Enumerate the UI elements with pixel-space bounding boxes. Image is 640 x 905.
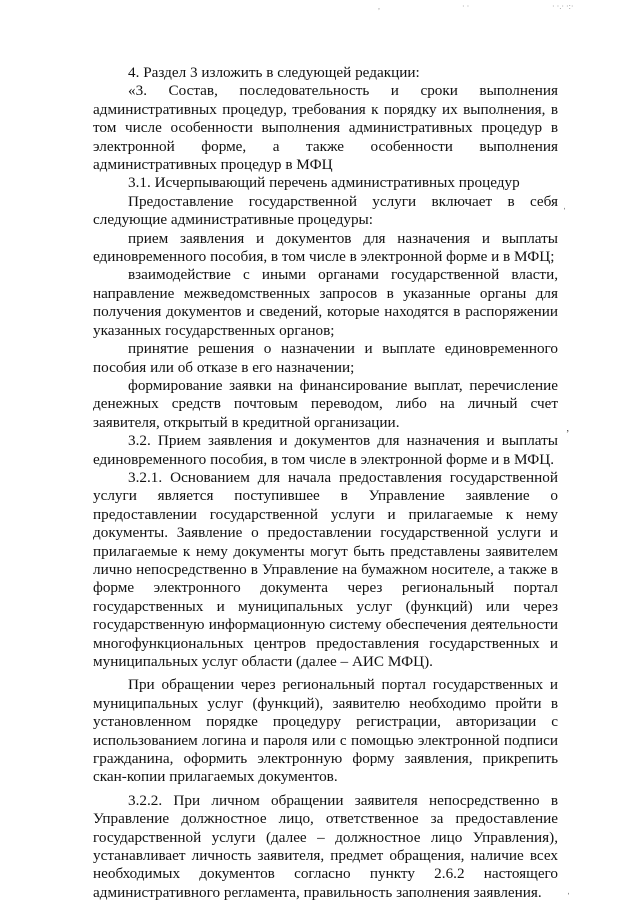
paragraph-portal-application: При обращении через региональный портал государственных и муниципальных услуг (функций), заявителю необходимо пройти в установленном порядке процедуру регистрации, авторизации с использованием логина и пароля или с помощью электронной подписи гражданина, оформить электронную форму заявления, прикрепить скан-копии прилагаемых документов. [93,676,558,786]
paragraph-3-2-1: 3.2.1. Основанием для начала предоставления государственной услуги является поступившее в Управление заявление о предоставлении государственной услуги и прилагаемые к нему документы. Заявление о предоставлении государственной услуги и прилагаемые к нему документы могут быть представлены заявителем лично непосредственно в Управление на бумажном носителе, а также в форме электронного документа через региональный портал государственных и муниципальных услуг (функций) или через государственную информационную систему обеспечения деятельности многофункциональных центров предоставления государственных и муниципальных услуг области (далее – АИС МФЦ). [93,468,558,670]
scan-mark: · · [462,2,470,11]
list-item-procedure-1: прием заявления и документов для назначения и выплаты единовременного пособия, в том числе в электронной форме и в МФЦ; [93,229,558,266]
list-item-procedure-4: формирование заявки на финансирование выплат, перечисление денежных средств почтовым переводом, либо на личный счет заявителя, открытый в кредитной организации. [93,376,558,431]
scan-mark: · ·.· ·:· [552,2,574,11]
section-3-heading: «3. Состав, последовательность и сроки выполнения административных процедур, требования к порядку их выполнения, в том числе особенности выполнения административных процедур в электронной форме, а также особенности выполнения административных процедур в МФЦ [93,82,558,174]
scan-speck: ˌ [563,199,567,210]
paragraph-item-4: 4. Раздел 3 изложить в следующей редакции: [128,64,420,81]
paragraph-procedures-intro: Предоставление государственной услуги включает в себя следующие административные процедуры: [93,192,558,229]
list-item-procedure-3: принятие решения о назначении и выплате единовременного пособия или об отказе в его назначении; [93,340,558,376]
scan-mark: , [378,2,380,11]
subsection-3-2-heading: 3.2. Прием заявления и документов для назначения и выплаты единовременного пособия, в том числе в электронной форме и в МФЦ. [93,432,558,468]
scan-speck: ʼ [566,429,570,440]
scan-header-marks [372,2,640,14]
document-body [93,64,558,902]
scan-speck: ˌ [567,884,571,895]
subsection-3-1-heading: 3.1. Исчерпывающий перечень административных процедур [128,174,520,192]
paragraph-3-2-2: 3.2.2. При личном обращении заявителя непосредственно в Управление должностное лицо, ответственное за предоставление государственной услуги (далее – должностное лицо Управления), устанавливает личность заявителя, предмет обращения, наличие всех необходимых документов согласно пункту 2.6.2 настоящего административного регламента, правильность заполнения заявления. [93,791,558,901]
list-item-procedure-2: взаимодействие с иными органами государственной власти, направление межведомственных запросов в указанные органы для получения документов и сведений, которые находятся в распоряжении указанных государственных органов; [93,266,558,339]
